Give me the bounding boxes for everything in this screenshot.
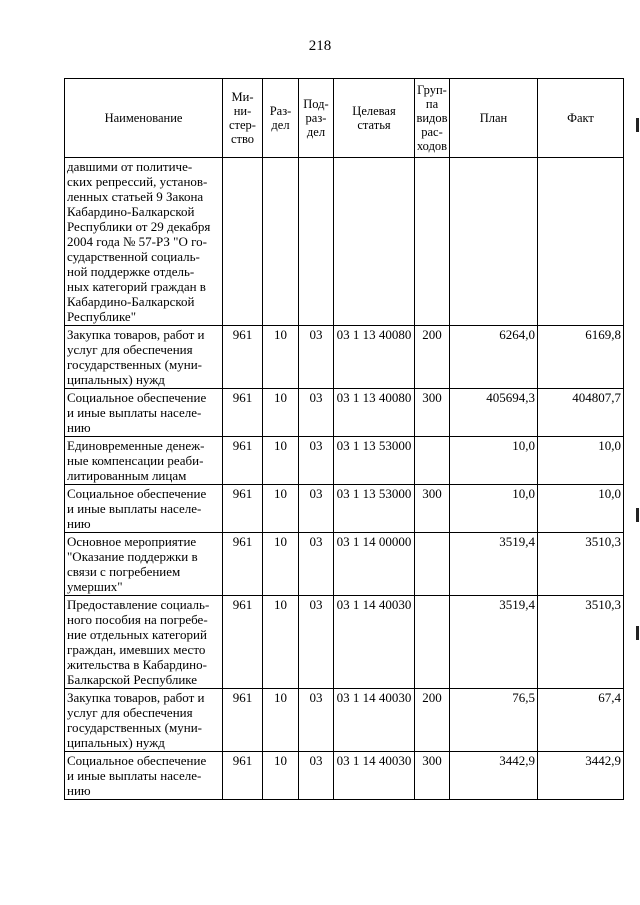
cell-subsection [299,533,334,596]
cell-target-article-text: 03 1 14 40030 [336,690,412,705]
cell-name [65,389,223,437]
cell-expense-group [415,533,450,596]
table-row [65,752,624,800]
cell-name-text: Единовременные денеж- ные компенсации реаби- литированным лицам [67,438,205,483]
cell-section [263,596,299,689]
margin-mark-right-top [636,118,639,132]
cell-ministry [223,437,263,485]
cell-subsection-text: 03 [309,534,323,549]
cell-fact [538,158,624,326]
table-body [65,158,624,800]
cell-target-article [334,689,415,752]
margin-mark-right-middle [636,508,639,522]
cell-plan-text: 3519,4 [499,534,535,549]
cell-name [65,752,223,800]
cell-section [263,158,299,326]
cell-name-text: Социальное обеспечение и иные выплаты населе- нию [67,390,207,435]
cell-subsection [299,689,334,752]
cell-expense-group [415,158,450,326]
cell-section-text: 10 [274,438,287,453]
cell-plan [450,158,538,326]
cell-subsection-text: 03 [309,327,323,342]
table-row [65,596,624,689]
cell-subsection-text: 03 [309,753,323,768]
cell-fact [538,326,624,389]
cell-target-article-text: 03 1 13 40080 [336,390,412,405]
cell-ministry [223,158,263,326]
cell-ministry [223,689,263,752]
cell-plan [450,533,538,596]
header-plan: План [450,79,538,158]
cell-target-article [334,485,415,533]
cell-target-article [334,533,415,596]
cell-expense-group-text: 300 [422,390,442,405]
cell-fact [538,752,624,800]
header-expense-group: Груп- па видов рас- ходов [415,79,450,158]
cell-section-text: 10 [274,390,287,405]
cell-subsection-text: 03 [309,597,323,612]
cell-target-article-text: 03 1 13 53000 [336,486,412,501]
cell-fact-text: 3510,3 [585,534,621,549]
cell-section-text: 10 [274,753,287,768]
cell-ministry-text: 961 [232,390,253,405]
cell-expense-group-text: 300 [422,753,442,768]
table-header-row [65,79,624,158]
cell-expense-group-text: 200 [422,327,442,342]
cell-expense-group-text: 300 [422,486,442,501]
table-row [65,533,624,596]
cell-plan [450,326,538,389]
cell-section [263,533,299,596]
cell-expense-group [415,689,450,752]
cell-expense-group [415,752,450,800]
cell-target-article [334,326,415,389]
cell-name [65,326,223,389]
cell-plan-text: 10,0 [512,486,535,501]
cell-plan-text: 10,0 [512,438,535,453]
cell-section-text: 10 [274,327,287,342]
table-row [65,158,624,326]
cell-plan-text: 3519,4 [499,597,535,612]
cell-subsection [299,158,334,326]
cell-fact-text: 10,0 [598,438,621,453]
cell-expense-group [415,326,450,389]
cell-fact [538,437,624,485]
header-ministry: Ми- ни- стер- ство [223,79,263,158]
cell-subsection [299,596,334,689]
table-row [65,689,624,752]
cell-name [65,689,223,752]
cell-section [263,326,299,389]
cell-target-article-text: 03 1 14 40030 [336,753,412,768]
cell-target-article-text: 03 1 14 00000 [336,534,412,549]
table-row [65,485,624,533]
cell-name-text: Закупка товаров, работ и услуг для обеспечения государственных (муни- ципальных) нужд [67,327,205,387]
cell-target-article-text: 03 1 14 40030 [336,597,412,612]
cell-subsection-text: 03 [309,390,323,405]
cell-fact [538,533,624,596]
cell-ministry-text: 961 [232,486,253,501]
table-row [65,389,624,437]
cell-fact-text: 404807,7 [572,390,621,405]
cell-subsection [299,437,334,485]
cell-target-article-text: 03 1 13 53000 [336,438,412,453]
cell-ministry-text: 961 [232,438,253,453]
cell-fact [538,596,624,689]
cell-section-text: 10 [274,486,287,501]
cell-subsection [299,326,334,389]
cell-subsection [299,485,334,533]
cell-expense-group [415,389,450,437]
header-fact: Факт [538,79,624,158]
cell-name-text: Социальное обеспечение и иные выплаты населе- нию [67,486,207,531]
cell-name-text: давшими от политиче- ских репрессий, установ- ленных статьей 9 Закона Кабардино-Балкарской Республики от 29 декабря 2004 года № 57-РЗ "О го- сударственной социаль- ной поддержке отдель- ных категорий граждан в Кабардино-Балкарской Республике" [67,159,211,324]
cell-ministry [223,485,263,533]
cell-fact-text: 10,0 [598,486,621,501]
header-subsection: Под- раз- дел [299,79,334,158]
cell-ministry [223,326,263,389]
cell-name [65,485,223,533]
cell-section [263,752,299,800]
cell-name [65,533,223,596]
cell-expense-group [415,437,450,485]
cell-fact-text: 67,4 [598,690,621,705]
cell-ministry-text: 961 [232,327,253,342]
cell-section [263,437,299,485]
cell-plan-text: 405694,3 [486,390,535,405]
cell-section [263,389,299,437]
page-number: 218 [308,38,332,54]
header-target-article: Целевая статья [334,79,415,158]
cell-name [65,158,223,326]
cell-section-text: 10 [274,534,287,549]
cell-name-text: Основное мероприятие "Оказание поддержки в связи с погребением умерших" [67,534,198,594]
cell-ministry-text: 961 [232,597,253,612]
cell-subsection [299,389,334,437]
cell-ministry-text: 961 [232,753,253,768]
cell-ministry [223,389,263,437]
cell-subsection [299,752,334,800]
cell-section-text: 10 [274,597,287,612]
cell-ministry [223,752,263,800]
table-row [65,326,624,389]
cell-expense-group-text: 200 [422,690,442,705]
cell-target-article [334,389,415,437]
cell-target-article [334,596,415,689]
cell-ministry [223,596,263,689]
cell-fact-text: 6169,8 [585,327,621,342]
cell-name [65,596,223,689]
cell-name-text: Закупка товаров, работ и услуг для обеспечения государственных (муни- ципальных) нужд [67,690,205,750]
cell-section-text: 10 [274,690,287,705]
cell-plan-text: 6264,0 [499,327,535,342]
cell-plan [450,689,538,752]
cell-plan [450,437,538,485]
cell-plan [450,485,538,533]
cell-plan-text: 76,5 [512,690,535,705]
header-name: Наименование [65,79,223,158]
cell-ministry [223,533,263,596]
cell-fact-text: 3442,9 [585,753,621,768]
cell-target-article-text: 03 1 13 40080 [336,327,412,342]
cell-fact-text: 3510,3 [585,597,621,612]
cell-section [263,689,299,752]
cell-plan [450,389,538,437]
header-section: Раз- дел [263,79,299,158]
table-row [65,437,624,485]
cell-subsection-text: 03 [309,486,323,501]
cell-target-article [334,158,415,326]
margin-mark-right-lower [636,626,639,640]
cell-target-article [334,752,415,800]
cell-plan [450,752,538,800]
cell-name-text: Предоставление социаль- ного пособия на погребе- ние отдельных категорий граждан, имевших место жительства в Кабардино- Балкарской Республике [67,597,210,687]
cell-target-article [334,437,415,485]
cell-fact [538,689,624,752]
cell-subsection-text: 03 [309,438,323,453]
cell-name-text: Социальное обеспечение и иные выплаты населе- нию [67,753,207,798]
cell-subsection-text: 03 [309,690,323,705]
cell-fact [538,485,624,533]
cell-name [65,437,223,485]
cell-plan [450,596,538,689]
cell-ministry-text: 961 [232,690,253,705]
budget-table [64,78,624,800]
cell-section [263,485,299,533]
cell-fact [538,389,624,437]
cell-plan-text: 3442,9 [499,753,535,768]
cell-ministry-text: 961 [232,534,253,549]
cell-expense-group [415,485,450,533]
cell-expense-group [415,596,450,689]
